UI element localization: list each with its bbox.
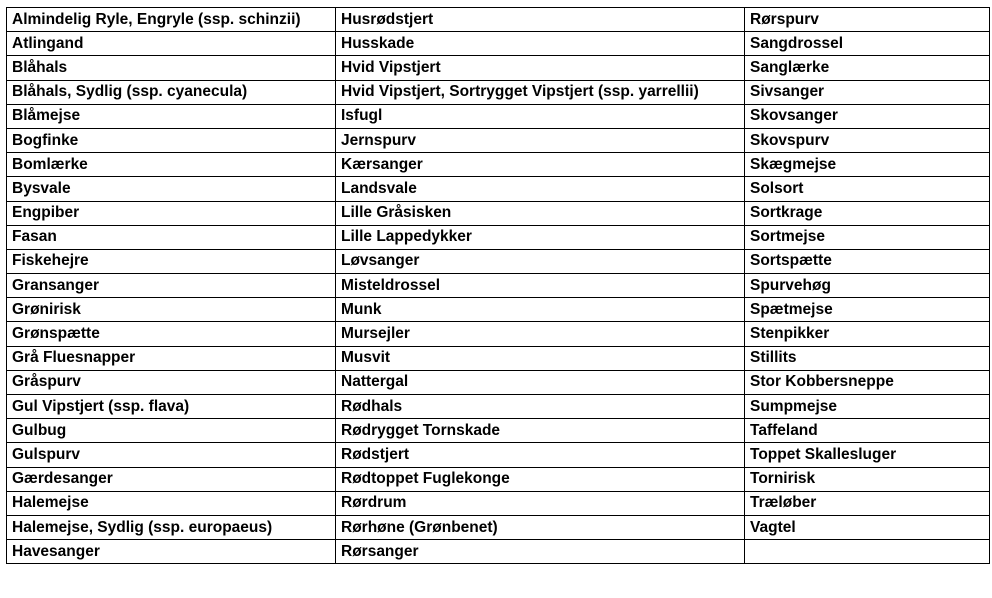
table-cell[interactable]: Rødtoppet Fuglekonge <box>336 467 745 491</box>
table-row <box>7 225 990 249</box>
table-cell[interactable]: Bomlærke <box>7 153 336 177</box>
table-row <box>7 104 990 128</box>
table-row <box>7 322 990 346</box>
table-cell[interactable]: Rødhals <box>336 395 745 419</box>
table-cell[interactable]: Blåhals <box>7 56 336 80</box>
table-row <box>7 515 990 539</box>
table-row <box>7 540 990 564</box>
table-cell[interactable]: Skægmejse <box>745 153 990 177</box>
table-row <box>7 419 990 443</box>
table-cell[interactable]: Husskade <box>336 32 745 56</box>
table-cell[interactable]: Munk <box>336 298 745 322</box>
table-row <box>7 443 990 467</box>
table-row <box>7 298 990 322</box>
table-cell[interactable]: Grønirisk <box>7 298 336 322</box>
table-cell[interactable]: Solsort <box>745 177 990 201</box>
table-row <box>7 346 990 370</box>
table-cell[interactable]: Skovsanger <box>745 104 990 128</box>
table-cell[interactable]: Tornirisk <box>745 467 990 491</box>
table-cell[interactable]: Jernspurv <box>336 128 745 152</box>
table-cell[interactable]: Isfugl <box>336 104 745 128</box>
table-row <box>7 153 990 177</box>
table-cell[interactable]: Fiskehejre <box>7 249 336 273</box>
table-cell[interactable]: Sivsanger <box>745 80 990 104</box>
table-cell[interactable]: Træløber <box>745 491 990 515</box>
table-cell[interactable]: Grå Fluesnapper <box>7 346 336 370</box>
species-table-body <box>7 8 990 564</box>
table-cell[interactable]: Rørspurv <box>745 8 990 32</box>
table-cell[interactable]: Rødstjert <box>336 443 745 467</box>
table-cell[interactable]: Bysvale <box>7 177 336 201</box>
table-cell[interactable]: Landsvale <box>336 177 745 201</box>
table-cell[interactable]: Vagtel <box>745 515 990 539</box>
table-cell[interactable]: Blåhals, Sydlig (ssp. cyanecula) <box>7 80 336 104</box>
table-cell[interactable] <box>745 540 990 564</box>
table-row <box>7 128 990 152</box>
table-cell[interactable]: Sortspætte <box>745 249 990 273</box>
table-cell[interactable]: Rørhøne (Grønbenet) <box>336 515 745 539</box>
table-cell[interactable]: Gulspurv <box>7 443 336 467</box>
table-cell[interactable]: Halemejse <box>7 491 336 515</box>
table-cell[interactable]: Husrødstjert <box>336 8 745 32</box>
table-cell[interactable]: Fasan <box>7 225 336 249</box>
table-cell[interactable]: Atlingand <box>7 32 336 56</box>
table-cell[interactable]: Kærsanger <box>336 153 745 177</box>
table-cell[interactable]: Rødrygget Tornskade <box>336 419 745 443</box>
table-cell[interactable]: Musvit <box>336 346 745 370</box>
table-cell[interactable]: Havesanger <box>7 540 336 564</box>
table-row <box>7 201 990 225</box>
table-cell[interactable]: Stillits <box>745 346 990 370</box>
table-cell[interactable]: Mursejler <box>336 322 745 346</box>
table-cell[interactable]: Løvsanger <box>336 249 745 273</box>
table-row <box>7 8 990 32</box>
table-row <box>7 467 990 491</box>
table-cell[interactable]: Sumpmejse <box>745 395 990 419</box>
table-cell[interactable]: Sangdrossel <box>745 32 990 56</box>
table-cell[interactable]: Spætmejse <box>745 298 990 322</box>
species-table <box>6 7 990 564</box>
table-cell[interactable]: Hvid Vipstjert <box>336 56 745 80</box>
table-cell[interactable]: Engpiber <box>7 201 336 225</box>
table-cell[interactable]: Nattergal <box>336 370 745 394</box>
table-cell[interactable]: Halemejse, Sydlig (ssp. europaeus) <box>7 515 336 539</box>
table-row <box>7 249 990 273</box>
table-cell[interactable]: Gråspurv <box>7 370 336 394</box>
table-cell[interactable]: Gul Vipstjert (ssp. flava) <box>7 395 336 419</box>
table-cell[interactable]: Grønspætte <box>7 322 336 346</box>
table-cell[interactable]: Rørdrum <box>336 491 745 515</box>
table-row <box>7 80 990 104</box>
table-cell[interactable]: Sanglærke <box>745 56 990 80</box>
table-cell[interactable]: Toppet Skallesluger <box>745 443 990 467</box>
table-cell[interactable]: Sortmejse <box>745 225 990 249</box>
table-row <box>7 274 990 298</box>
table-row <box>7 491 990 515</box>
table-row <box>7 32 990 56</box>
table-cell[interactable]: Stor Kobbersneppe <box>745 370 990 394</box>
table-cell[interactable]: Blåmejse <box>7 104 336 128</box>
table-cell[interactable]: Gulbug <box>7 419 336 443</box>
table-cell[interactable]: Gransanger <box>7 274 336 298</box>
table-cell[interactable]: Lille Lappedykker <box>336 225 745 249</box>
table-cell[interactable]: Gærdesanger <box>7 467 336 491</box>
table-cell[interactable]: Hvid Vipstjert, Sortrygget Vipstjert (ssp. yarrellii) <box>336 80 745 104</box>
table-cell[interactable]: Skovspurv <box>745 128 990 152</box>
table-cell[interactable]: Spurvehøg <box>745 274 990 298</box>
table-cell[interactable]: Taffeland <box>745 419 990 443</box>
table-cell[interactable]: Misteldrossel <box>336 274 745 298</box>
table-row <box>7 56 990 80</box>
table-cell[interactable]: Lille Gråsisken <box>336 201 745 225</box>
table-cell[interactable]: Bogfinke <box>7 128 336 152</box>
table-cell[interactable]: Sortkrage <box>745 201 990 225</box>
table-cell[interactable]: Almindelig Ryle, Engryle (ssp. schinzii) <box>7 8 336 32</box>
table-cell[interactable]: Stenpikker <box>745 322 990 346</box>
table-row <box>7 177 990 201</box>
table-cell[interactable]: Rørsanger <box>336 540 745 564</box>
table-row <box>7 370 990 394</box>
table-row <box>7 395 990 419</box>
